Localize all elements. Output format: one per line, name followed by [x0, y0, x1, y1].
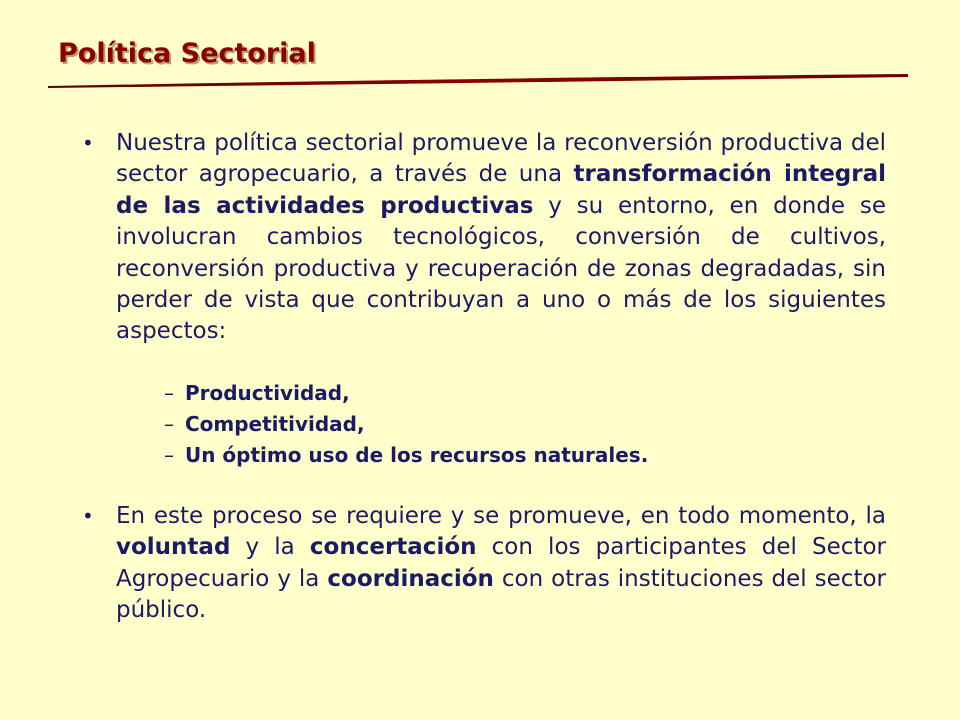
text-segment: y su entorno, en donde se involucran cambios tecnológicos, conversión de cultivos, reconversión productiva y recuperación de zonas degradadas, sin perder de vista que contribuyan a uno o más de los siguientes aspectos:	[116, 192, 886, 345]
text-segment-bold: concertación	[309, 534, 477, 561]
text-segment-bold: voluntad	[116, 534, 231, 561]
slide-title: Política Sectorial	[58, 38, 316, 69]
bullet-marker: •	[82, 131, 94, 155]
text-segment: En este proceso se requiere y se promueve, en todo momento, la	[116, 502, 886, 529]
bullet-2	[80, 501, 886, 627]
bullet-marker: •	[82, 503, 94, 528]
aspect-label: Productividad,	[184, 380, 350, 405]
text-segment: con otras instituciones del sector público.	[116, 565, 886, 624]
slide-body	[80, 128, 886, 626]
bullet-2-text	[116, 501, 886, 627]
aspect-item	[164, 409, 886, 440]
text-segment: con los participantes del Sector Agropecuario y la	[116, 534, 886, 592]
text-segment: y la	[230, 534, 310, 561]
bullet-1-text	[116, 128, 886, 348]
title-underline	[48, 72, 908, 88]
aspect-item	[164, 378, 886, 409]
text-segment-bold: transformación integral de las actividades productivas	[116, 161, 887, 219]
text-segment: Nuestra política sectorial promueve la reconversión productiva del sector agropecuario, a través de una	[116, 130, 886, 188]
aspect-label: Competitividad,	[184, 411, 365, 436]
aspect-label: Un óptimo uso de los recursos naturales.	[184, 442, 649, 467]
aspects-list	[116, 378, 886, 471]
dash-marker: –	[164, 411, 174, 436]
dash-marker: –	[164, 380, 174, 405]
bullet-1	[80, 128, 886, 471]
text-segment-bold: coordinación	[327, 565, 494, 592]
dash-marker: –	[164, 442, 174, 467]
aspect-item	[164, 440, 886, 471]
